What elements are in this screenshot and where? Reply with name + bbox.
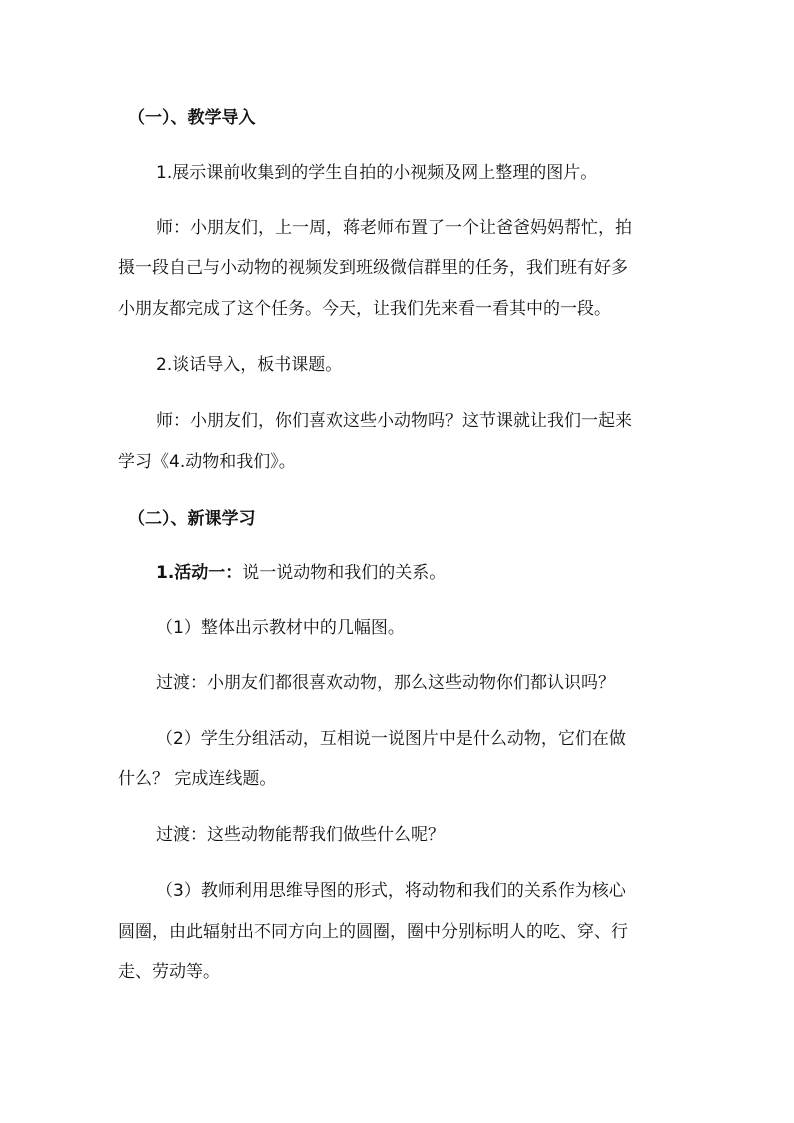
item-1-text: 1.展示课前收集到的学生自拍的小视频及网上整理的图片。 [156, 163, 598, 183]
transition-1-text: 过渡：小朋友们都很喜欢动物，那么这些动物你们都认识吗？ [156, 673, 615, 693]
step-1-text: （1）整体出示教材中的几幅图。 [156, 618, 405, 638]
step-3-line-3: 走、劳动等。 [118, 962, 220, 982]
step-2-line-2: 什么？ 完成连线题。 [118, 769, 277, 789]
activity-1-text: 说一说动物和我们的关系。 [242, 563, 447, 583]
paragraph-teacher-2-line-1: 师：小朋友们，你们喜欢这些小动物吗？这节课就让我们一起来 [156, 411, 632, 431]
activity-1-label: 1.活动一： [156, 563, 243, 583]
section-heading-new-lesson: （二）、新课学习 [128, 509, 256, 529]
transition-2-text: 过渡：这些动物能帮我们做些什么呢？ [156, 825, 445, 845]
step-3-line-2: 圆圈，由此辐射出不同方向上的圆圈，圈中分别标明人的吃、穿、行 [118, 922, 628, 942]
paragraph-teacher-1-line-3: 小朋友都完成了这个任务。今天，让我们先来看一看其中的一段。 [118, 299, 611, 319]
step-2-line-1: （2）学生分组活动，互相说一说图片中是什么动物，它们在做 [156, 729, 626, 749]
paragraph-teacher-1-line-2: 摄一段自己与小动物的视频发到班级微信群里的任务，我们班有好多 [118, 258, 628, 278]
paragraph-teacher-2-line-2: 学习《4.动物和我们》。 [118, 452, 296, 472]
step-3-line-1: （3）教师利用思维导图的形式，将动物和我们的关系作为核心 [156, 881, 626, 901]
section-heading-teaching-intro: （一）、教学导入 [128, 108, 256, 128]
activity-1-line [156, 561, 446, 585]
item-2-text: 2.谈话导入，板书课题。 [156, 355, 343, 375]
paragraph-teacher-1-line-1: 师：小朋友们，上一周，蒋老师布置了一个让爸爸妈妈帮忙，拍 [156, 218, 632, 238]
